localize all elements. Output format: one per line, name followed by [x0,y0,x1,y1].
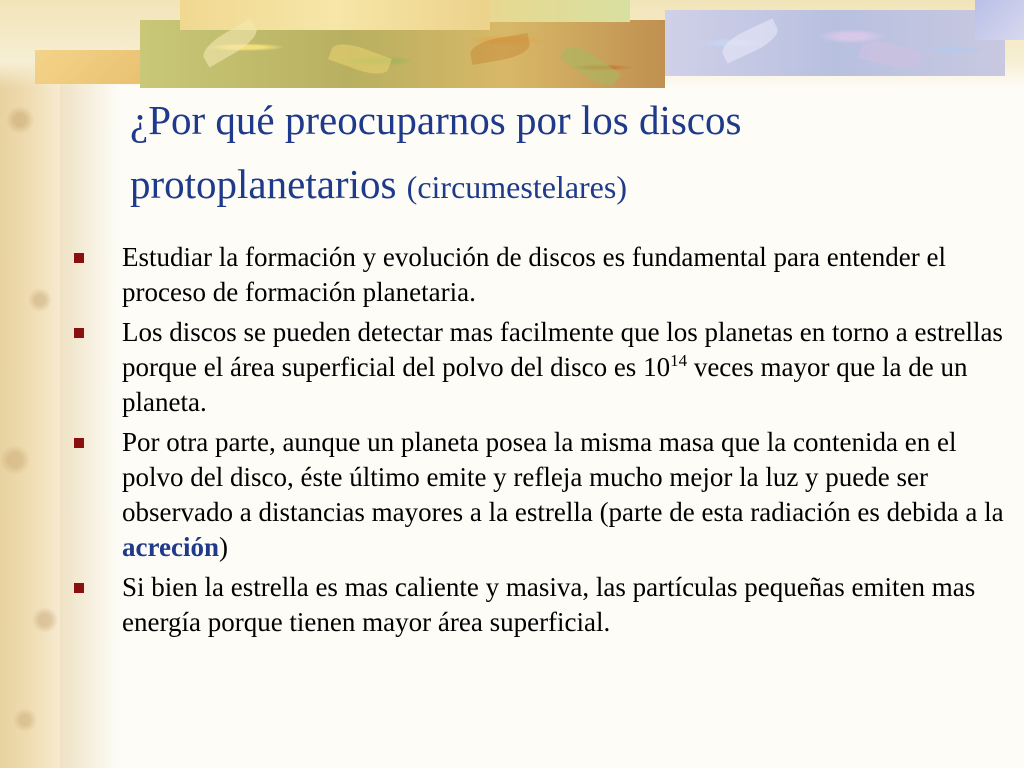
square-bullet-icon [74,328,84,338]
bullet-text-end: veces mayor que la de un planeta. [122,352,968,417]
power-exponent: 14 [670,351,688,370]
title-main: protoplanetarios [130,161,397,207]
square-bullet-icon [74,438,84,448]
banner-tile [490,0,630,22]
bullet-text: Estudiar la formación y evolución de discos es fundamental para entender el proceso de formación planetaria. [122,242,946,307]
title-subtitle: (circumestelares) [406,169,627,205]
title-line-2 [130,152,990,219]
bullet-item [70,425,1015,565]
banner-tile [665,10,1005,76]
leaf-banner [0,0,1024,88]
power-base: 10 [643,352,671,382]
banner-tile [180,0,490,30]
bullet-text: Los discos se pueden detectar mas facilmente que los planetas en torno a estrellas porque el área superficial del polvo del disco es [122,317,1003,382]
square-bullet-icon [74,253,84,263]
title-line-1: ¿Por qué preocuparnos por los discos [130,97,742,143]
bullet-item [70,240,1015,310]
slide-title [130,88,990,219]
banner-tile [35,50,145,84]
highlighted-term: acreción [122,532,219,562]
bullet-text-end: ) [218,532,228,562]
bullet-list [70,240,1015,645]
parchment-border [0,0,60,768]
bullet-text: Si bien la estrella es mas caliente y masiva, las partículas pequeñas emiten mas energía porque tienen mayor área superficial. [122,572,976,637]
bullet-text: Por otra parte, aunque un planeta posea la misma masa que la contenida en el polvo del disco, éste último emite y refleja mucho mejor la luz y puede ser observado a distancias mayores a la estrella (parte de esta radiación es debida a la [122,427,1004,527]
bullet-item [70,570,1015,640]
bullet-item [70,315,1015,420]
banner-tile [975,0,1024,40]
square-bullet-icon [74,583,84,593]
